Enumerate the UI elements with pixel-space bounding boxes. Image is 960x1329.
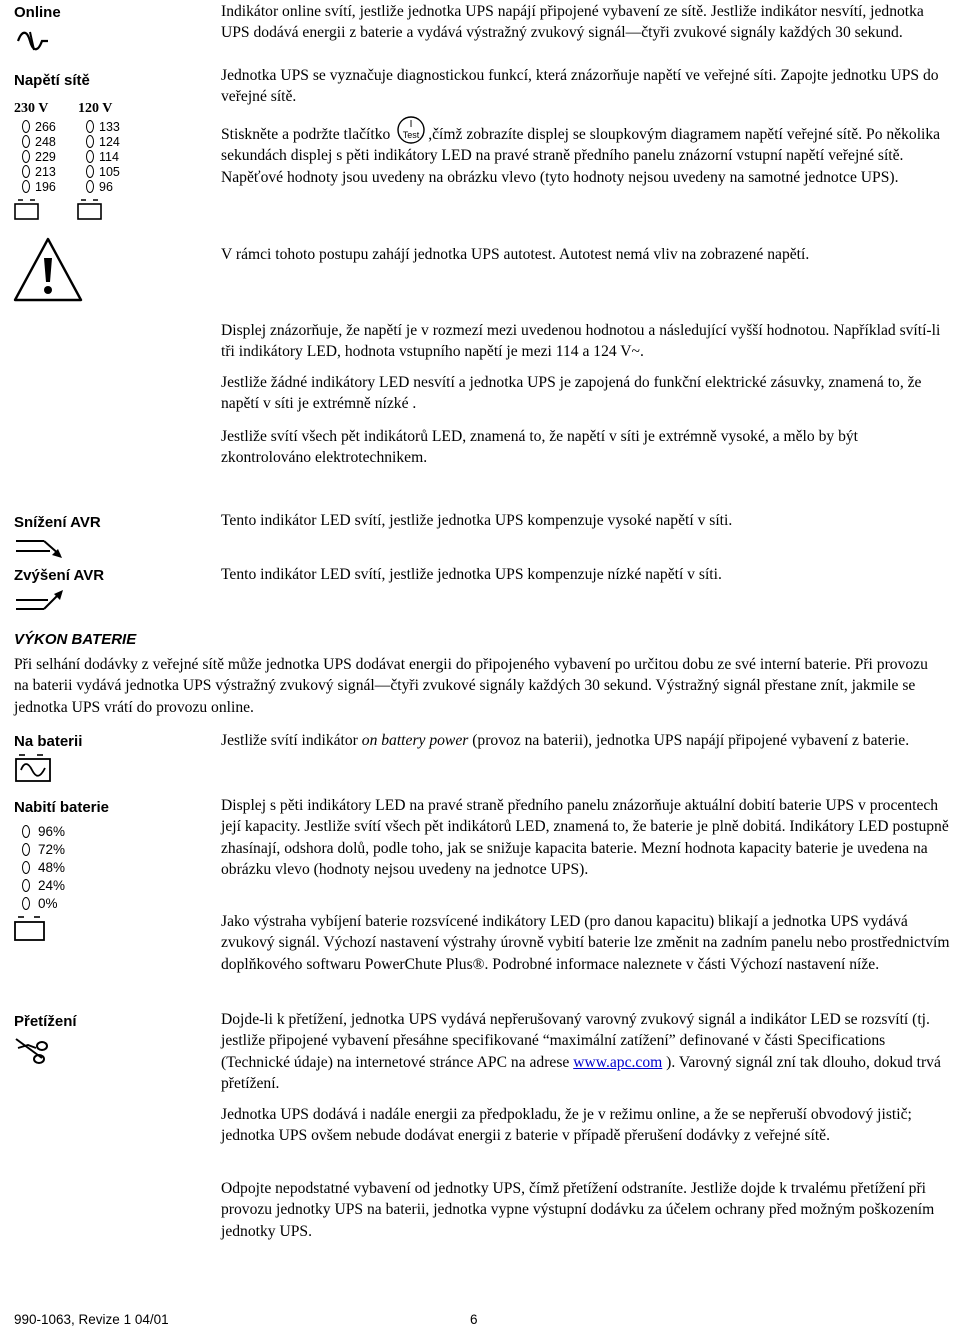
instruction-text-after: ,čímž zobrazíte displej se sloupkovým diagramem napětí veřejné sítě. Po několika sekundách displej s pěti indikátory LED na pravé straně předního panelu znázorní vstupní napětí veřejné sítě. Napěťové hodnoty jsou uvedeny na obrázku vlevo (tyto hodnoty nejsou uvedeny na samotné jednotce UPS).: [221, 126, 941, 186]
led-230-213: 213: [22, 165, 56, 180]
instruction-text-before: Stiskněte a podržte tlačítko: [221, 126, 391, 143]
led-230-229: 229: [22, 150, 56, 165]
led-230-266: 266: [22, 120, 56, 135]
led-120-114: 114: [86, 150, 119, 165]
voltage-label: Napětí sítě: [14, 72, 90, 89]
led-charge-72: 72%: [22, 842, 65, 857]
led-230-248: 248: [22, 135, 56, 150]
voltage-230-header: 230 V: [14, 101, 49, 116]
footer-doc-number: 990-1063, Revize 1 04/01: [14, 1312, 169, 1327]
avr-boost-icon: [14, 588, 68, 614]
display-info-2: Jestliže žádné indikátory LED nesvítí a jednotka UPS je zapojená do funkční elektrické zásuvky, znamená to, že napětí v síti je extrémně nízké .: [221, 374, 922, 413]
online-description: Indikátor online svítí, jestliže jednotka UPS napájí připojené vybavení ze sítě. Jestliže indikátor nesvítí, jednotka UPS dodává energii z baterie a vydává výstražný zvukový signál—čtyři zvukové signály každých 30 sekund.: [221, 3, 924, 42]
led-charge-96: 96%: [22, 824, 65, 839]
on-battery-label: Na baterii: [14, 733, 83, 750]
overload-text-3: Odpojte nepodstatné vybavení od jednotky UPS, čímž přetížení odstraníte. Jestliže dojde k trvalému přetížení při provozu jednotky UPS na baterii, jednotka vypne výstupní dodávku za účelem ochrany před možným poškozením jednotky UPS.: [221, 1180, 935, 1240]
avr-boost-label: Zvýšení AVR: [14, 567, 105, 584]
avr-trim-label: Snížení AVR: [14, 514, 101, 531]
battery-section-heading: VÝKON BATERIE: [14, 631, 137, 648]
test-button-bottom: Test: [402, 130, 420, 140]
battery-charge-label: Nabití baterie: [14, 799, 110, 816]
overload-text-2: Jednotka UPS dodává i nadále energii za předpokladu, že je v režimu online, a že se nepřeruší obvodový jistič; jednotka UPS ovšem nebude dodávat energii z baterie v případě přerušení dodávky z veřejné sítě.: [221, 1106, 912, 1145]
warning-text: V rámci tohoto postupu zahájí jednotka UPS autotest. Autotest nemá vliv na zobrazené napětí.: [221, 246, 810, 263]
led-charge-0: 0%: [22, 896, 58, 911]
apc-link[interactable]: www.apc.com: [573, 1053, 663, 1071]
avr-trim-text: Tento indikátor LED svítí, jestliže jednotka UPS kompenzuje vysoké napětí v síti.: [221, 512, 733, 529]
battery-charge-text-1: Displej s pěti indikátory LED na pravé straně předního panelu znázorňuje aktuální dobití baterie UPS v procentech její kapacity. Jestliže svítí všech pět indikátorů LED, znamená to, že baterie je plně dobitá. Indikátory LED postupně zhasínají, odshora dolů, podle toho, jak se snižuje kapacita baterie. Mezní hodnota kapacity baterie je uvedena na obrázku vlevo (hodnoty nejsou uvedeny na jednotce UPS).: [221, 797, 949, 878]
battery-icon: [14, 914, 46, 942]
warning-triangle-icon: [12, 236, 84, 304]
test-button-top: I: [409, 119, 413, 130]
voltage-intro: Jednotka UPS se vyznačuje diagnostickou funkcí, která znázorňuje napětí ve veřejné síti. Zapojte jednotku UPS do veřejné sítě.: [221, 67, 939, 106]
online-label: Online: [14, 4, 61, 21]
led-230-196: 196: [22, 180, 56, 195]
overload-label: Přetížení: [14, 1013, 77, 1030]
avr-trim-icon: [14, 535, 68, 561]
led-120-133: 133: [86, 120, 120, 135]
battery-icon: [14, 197, 40, 221]
battery-sine-icon: [14, 752, 54, 784]
led-120-96: 96: [86, 180, 113, 195]
display-info-3: Jestliže svítí všech pět indikátorů LED, znamená to, že napětí v síti je extrémně vysoké, a mělo by být zkontrolováno elektrotechnikem.: [221, 428, 858, 467]
page-number: 6: [470, 1312, 478, 1327]
display-info-1: Displej znázorňuje, že napětí je v rozmezí mezi uvedenou hodnotou a následující vyšší hodnotou. Například svítí-li tři indikátory LED, hodnota vstupního napětí je mezi 114 a 124 V~.: [221, 322, 941, 361]
led-charge-24: 24%: [22, 878, 65, 893]
voltage-instructions: [221, 119, 945, 188]
led-120-124: 124: [86, 135, 120, 150]
led-120-105: 105: [86, 165, 120, 180]
avr-boost-text: Tento indikátor LED svítí, jestliže jednotka UPS kompenzuje nízké napětí v síti.: [221, 566, 722, 583]
ac-sine-icon: [16, 28, 50, 54]
overload-icon: [14, 1036, 50, 1066]
overload-text-1: Dojde-li k přetížení, jednotka UPS vydává nepřerušovaný varovný zvukový signál a indikátor LED se rozsvítí (tj. jestliže připojené vybavení přesáhne specifikované “maximální zatížení” definované v části Specifications (Technické údaje) na internetové stránce APC na adrese www.apc.com ). Varovný signál zní tak dlouho, dokud trvá přetížení.: [221, 1011, 941, 1092]
battery-icon: [77, 197, 103, 221]
on-battery-text: Jestliže svítí indikátor on battery power (provoz na baterii), jednotka UPS napájí připojené vybavení z baterie.: [221, 732, 910, 749]
led-charge-48: 48%: [22, 860, 65, 875]
battery-charge-text-2: Jako výstraha vybíjení baterie rozsvícené indikátory LED (pro danou kapacitu) blikají a jednotka UPS vydává zvukový signál. Výchozí nastavení výstrahy úrovně vybití baterie lze změnit na zadním panelu nebo prostřednictvím doplňkového softwaru PowerChute Plus®. Podrobné informace naleznete v části Výchozí nastavení níže.: [221, 913, 950, 973]
voltage-120-header: 120 V: [78, 101, 113, 116]
battery-section-text: Při selhání dodávky z veřejné sítě může jednotka UPS dodávat energii do připojeného vybavení po určitou dobu ze své interní baterie. Při provozu na baterii vydává jednotka UPS výstražný zvukový signál—čtyři zvukové signály každých 30 sekund. Výstražný signál přestane znít, jakmile se jednotka UPS vrátí do provozu online.: [14, 656, 928, 716]
test-button-icon: [394, 115, 428, 145]
